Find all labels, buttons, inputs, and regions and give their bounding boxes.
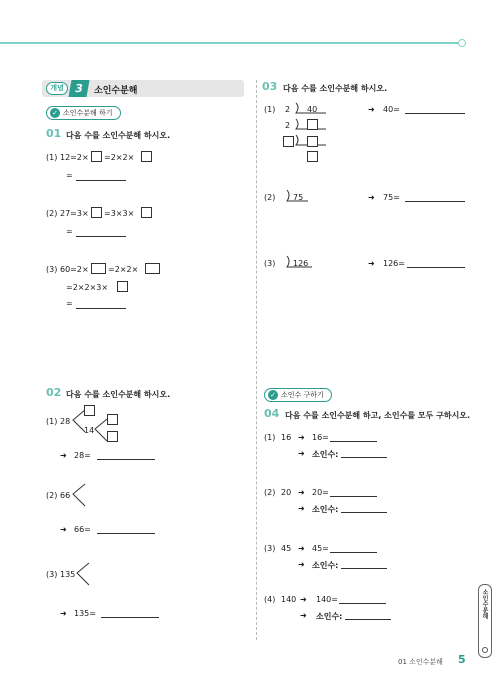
question-number: 04 — [264, 407, 280, 420]
equals-sign: = — [66, 171, 73, 180]
answer-line[interactable] — [341, 457, 387, 458]
expression: 12=2× — [60, 153, 89, 162]
answer-line[interactable] — [97, 533, 155, 534]
answer-prefix: 45= — [312, 544, 329, 553]
question-number: 01 — [46, 127, 62, 140]
answer-line[interactable] — [339, 603, 386, 604]
expression: =2×2× — [104, 153, 135, 162]
problem-label: (1) — [46, 153, 58, 162]
answer-prefix: 126= — [383, 259, 405, 268]
question-text: 다음 수를 소인수분해 하시오. — [66, 131, 171, 140]
column-divider — [256, 80, 257, 640]
question-text: 다음 수를 소인수분해 하시오. — [283, 84, 388, 93]
chapter-side-tab[interactable] — [478, 584, 492, 658]
factor-tree-branch — [72, 482, 86, 508]
arrow-icon: ➜ — [298, 504, 305, 513]
factor-tree-branch — [94, 417, 108, 443]
number: 28 — [60, 417, 71, 426]
answer-prefix: 28= — [74, 451, 91, 460]
check-icon: ✓ — [50, 108, 60, 118]
answer-prefix: 20= — [312, 488, 329, 497]
prime-factor-label: 소인수: — [312, 450, 339, 459]
problem-label: (2) — [46, 209, 58, 218]
arrow-icon: ➜ — [298, 560, 305, 569]
section-pill-label: 소인수 구하기 — [281, 391, 324, 399]
arrow-icon: ➜ — [368, 105, 375, 114]
section-pill-label: 소인수분해 하기 — [63, 109, 113, 117]
divisor: 2 — [285, 105, 291, 114]
answer-line[interactable] — [76, 308, 126, 309]
problem-label: (3) — [46, 265, 58, 274]
problem-label: (4) — [264, 595, 276, 604]
factor-tree-branch — [76, 561, 90, 587]
answer-box[interactable] — [91, 207, 102, 218]
arrow-icon: ➜ — [60, 451, 67, 460]
arrow-icon: ➜ — [298, 544, 305, 553]
answer-line[interactable] — [330, 552, 377, 553]
answer-prefix: 66= — [74, 525, 91, 534]
prime-factor-label: 소인수: — [312, 505, 339, 514]
answer-box[interactable] — [307, 119, 318, 130]
problem-label: (1) — [264, 433, 276, 442]
check-icon: ✓ — [268, 390, 278, 400]
concept-title: 소인수분해 — [94, 86, 138, 96]
answer-line[interactable] — [345, 619, 391, 620]
section-pill-prime-factors — [264, 388, 332, 402]
answer-line[interactable] — [101, 617, 159, 618]
number: 20 — [281, 488, 292, 497]
problem-label: (3) — [264, 259, 276, 268]
section-pill-factorize — [46, 106, 121, 120]
problem-label: (2) — [264, 488, 276, 497]
equals-sign: = — [66, 299, 73, 308]
answer-box[interactable] — [145, 263, 160, 274]
question-number: 02 — [46, 386, 62, 399]
header-rule — [0, 42, 462, 44]
answer-prefix: 40= — [383, 105, 400, 114]
arrow-icon: ➜ — [60, 525, 67, 534]
answer-box[interactable] — [307, 151, 318, 162]
header-rule-dot — [458, 39, 466, 47]
answer-box[interactable] — [107, 431, 118, 442]
answer-line[interactable] — [76, 236, 126, 237]
page-number: 5 — [458, 653, 466, 666]
problem-label: (3) — [264, 544, 276, 553]
side-tab-label: 소인수분해 — [481, 589, 488, 619]
divisor: 2 — [285, 121, 291, 130]
answer-prefix: 140= — [316, 595, 338, 604]
concept-tag: 개념 — [46, 82, 68, 95]
problem-label: (1) — [46, 417, 58, 426]
prime-factor-label: 소인수: — [312, 561, 339, 570]
arrow-icon: ➜ — [298, 449, 305, 458]
answer-line[interactable] — [330, 496, 377, 497]
arrow-icon: ➜ — [300, 611, 307, 620]
answer-box[interactable] — [91, 263, 106, 274]
expression: =2×2×3× — [66, 283, 109, 292]
answer-box[interactable] — [141, 207, 152, 218]
side-tab-dot — [482, 647, 488, 653]
expression: 27=3× — [60, 209, 89, 218]
arrow-icon: ➜ — [368, 193, 375, 202]
number: 14 — [84, 426, 95, 435]
prime-factor-label: 소인수: — [316, 612, 343, 621]
concept-number: 3 — [69, 80, 90, 97]
answer-line[interactable] — [341, 568, 387, 569]
problem-label: (3) — [46, 570, 58, 579]
answer-line[interactable] — [407, 267, 465, 268]
question-text: 다음 수를 소인수분해 하시오. — [66, 390, 171, 399]
answer-line[interactable] — [405, 201, 465, 202]
answer-prefix: 135= — [74, 609, 96, 618]
answer-line[interactable] — [76, 180, 126, 181]
number: 16 — [281, 433, 292, 442]
problem-label: (2) — [46, 491, 58, 500]
footer-chapter: 01 소인수분해 — [398, 658, 443, 666]
problem-label: (1) — [264, 105, 276, 114]
answer-box[interactable] — [107, 414, 118, 425]
answer-prefix: 16= — [312, 433, 329, 442]
answer-box[interactable] — [84, 405, 95, 416]
answer-line[interactable] — [405, 113, 465, 114]
number: 140 — [281, 595, 297, 604]
answer-line[interactable] — [341, 512, 387, 513]
question-text: 다음 수를 소인수분해 하고, 소인수를 모두 구하시오. — [285, 411, 471, 420]
expression: 60=2× — [60, 265, 89, 274]
question-number: 03 — [262, 80, 278, 93]
answer-prefix: 75= — [383, 193, 400, 202]
arrow-icon: ➜ — [298, 433, 305, 442]
number: 126 — [293, 259, 309, 268]
arrow-icon: ➜ — [300, 595, 307, 604]
number: 135 — [60, 570, 76, 579]
number: 40 — [307, 105, 318, 114]
arrow-icon: ➜ — [298, 488, 305, 497]
answer-box[interactable] — [307, 136, 318, 147]
answer-box[interactable] — [283, 136, 294, 147]
number: 45 — [281, 544, 292, 553]
answer-line[interactable] — [330, 441, 377, 442]
answer-box[interactable] — [117, 281, 128, 292]
answer-box[interactable] — [91, 151, 102, 162]
arrow-icon: ➜ — [368, 259, 375, 268]
problem-label: (2) — [264, 193, 276, 202]
answer-line[interactable] — [97, 459, 155, 460]
arrow-icon: ➜ — [60, 609, 67, 618]
expression: =3×3× — [104, 209, 135, 218]
answer-box[interactable] — [141, 151, 152, 162]
expression: =2×2× — [108, 265, 139, 274]
equals-sign: = — [66, 227, 73, 236]
number: 66 — [60, 491, 71, 500]
number: 75 — [293, 193, 304, 202]
